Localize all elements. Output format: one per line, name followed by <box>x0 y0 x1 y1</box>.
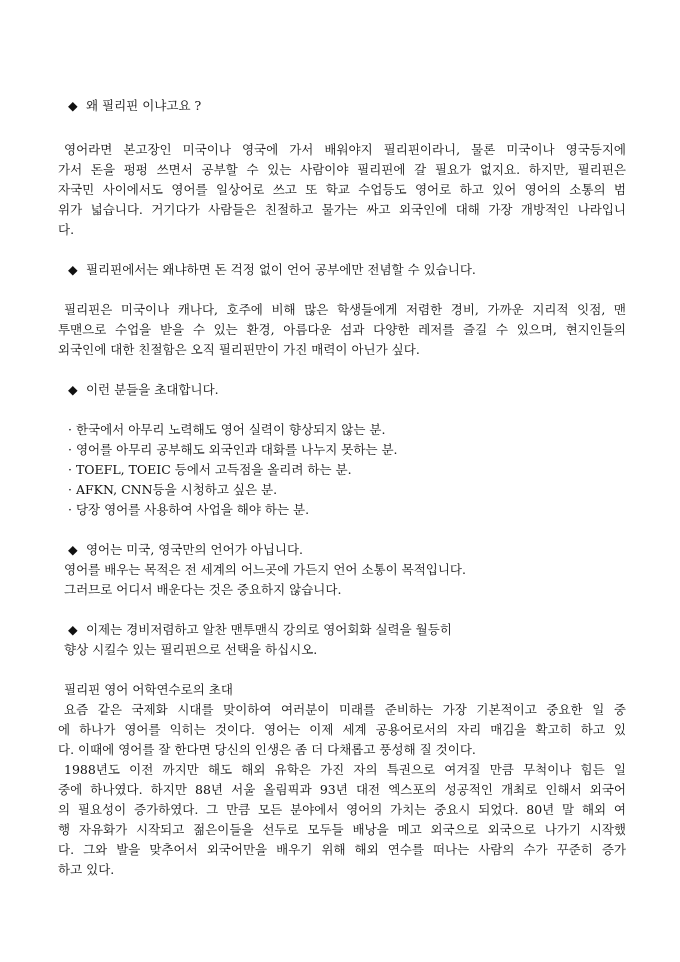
paragraph-line: 에 하나가 영어를 익히는 것이다. 영어는 이제 세계 공용어로서의 자리 매김을 확고히 하고 있 <box>58 722 626 737</box>
paragraph-line: 가서 돈을 펑펑 쓰면서 공부할 수 있는 사람이야 필리핀에 갈 필요가 없지요. 하지만, 필리핀은 <box>58 162 626 177</box>
section-heading-money <box>58 260 626 280</box>
paragraph-line: 영어라면 본고장인 미국이나 영국에 가서 배워야지 필리핀이라니, 물론 미국이나 영국등지에 <box>64 142 626 157</box>
paragraph-line: 의 필요성이 증가하였다. 그 만큼 모든 분야에서 영어의 가치는 중요시 되었다. 80년 말 해외 여 <box>58 802 626 817</box>
paragraph-line: 중에 하나였다. 하지만 88년 서울 올림픽과 93년 대전 엑스포의 성공적인 개최로 인해서 외국어 <box>58 782 626 797</box>
document-page <box>58 96 626 880</box>
paragraph-line: 행 자유화가 시작되고 젊은이들을 선두로 모두들 배낭을 메고 외국으로 외국으로 나가기 시작했 <box>58 822 626 837</box>
diamond-bullet-icon: ◆ <box>68 382 78 397</box>
section-title-training: 필리핀 영어 어학연수로의 초대 <box>64 682 233 697</box>
heading-text: 필리핀에서는 왜냐하면 돈 걱정 없이 언어 공부에만 전념할 수 있습니다. <box>85 262 476 277</box>
paragraph-line: 영어를 배우는 목적은 전 세계의 어느곳에 가든지 언어 소통이 목적입니다. <box>64 562 466 577</box>
diamond-bullet-icon: ◆ <box>68 98 78 113</box>
diamond-bullet-icon: ◆ <box>68 622 78 637</box>
paragraph-line: 필리핀은 미국이나 캐나다, 호주에 비해 많은 학생들에게 저렴한 경비, 가까운 지리적 잇점, 맨 <box>64 302 626 317</box>
section-heading-invite <box>58 380 626 400</box>
paragraph-line: 다. 그와 발을 맞추어서 외국어만을 배우기 위해 해외 연수를 떠나는 사람의 수가 꾸준히 증가 <box>58 842 626 857</box>
list-item: · 한국에서 아무리 노력해도 영어 실력이 향상되지 않는 분. <box>68 422 386 437</box>
list-item: · TOEFL, TOEIC 등에서 고득점을 올리려 하는 분. <box>68 462 352 477</box>
paragraph-line: 위가 넓습니다. 거기다가 사람들은 친절하고 물가는 싸고 외국인에 대해 가장 개방적인 나라입니 <box>58 202 626 217</box>
heading-text: 이런 분들을 초대합니다. <box>85 382 219 397</box>
heading-text: 이제는 경비저렴하고 알찬 맨투맨식 강의로 영어회화 실력을 월등히 <box>85 622 452 637</box>
section-heading-language <box>58 540 626 560</box>
list-item: · 영어를 아무리 공부해도 외국인과 대화를 나누지 못하는 분. <box>68 442 398 457</box>
heading-text: 왜 필리핀 이냐고요 ? <box>85 98 202 113</box>
heading-text: 영어는 미국, 영국만의 언어가 아닙니다. <box>85 542 304 557</box>
paragraph-line: 외국인에 대한 친절함은 오직 필리핀만이 가진 매력이 아닌가 싶다. <box>58 342 420 357</box>
paragraph-line: 1988년도 이전 까지만 해도 해외 유학은 가진 자의 특권으로 여겨질 만큼 무척이나 힘든 일 <box>64 762 626 777</box>
diamond-bullet-icon: ◆ <box>68 542 78 557</box>
paragraph-line: 그러므로 어디서 배운다는 것은 중요하지 않습니다. <box>64 582 342 597</box>
paragraph-line: 하고 있다. <box>58 862 115 877</box>
list-item: · AFKN, CNN등을 시청하고 싶은 분. <box>68 482 278 497</box>
section-heading-why <box>58 96 626 116</box>
paragraph-line: 투맨으로 수업을 받을 수 있는 환경, 아름다운 섬과 다양한 레저를 즐길 수 있으며, 현지인들의 <box>58 322 626 337</box>
diamond-bullet-icon: ◆ <box>68 262 78 277</box>
paragraph-line: 요즘 같은 국제화 시대를 맞이하여 여러분이 미래를 준비하는 가장 기본적이고 중요한 일 중 <box>64 702 626 717</box>
paragraph-line: 다. 이때에 영어를 잘 한다면 당신의 인생은 좀 더 다채롭고 풍성해 질 것이다. <box>58 742 476 757</box>
paragraph-line: 향상 시킬수 있는 필리핀으로 선택을 하십시오. <box>64 642 318 657</box>
list-item: · 당장 영어를 사용하여 사업을 해야 하는 분. <box>68 502 310 517</box>
section-heading-choose <box>58 620 626 640</box>
paragraph-line: 자국민 사이에서도 영어를 일상어로 쓰고 또 학교 수업등도 영어로 하고 있어 영어의 소통의 범 <box>58 182 626 197</box>
paragraph-line: 다. <box>58 222 75 237</box>
